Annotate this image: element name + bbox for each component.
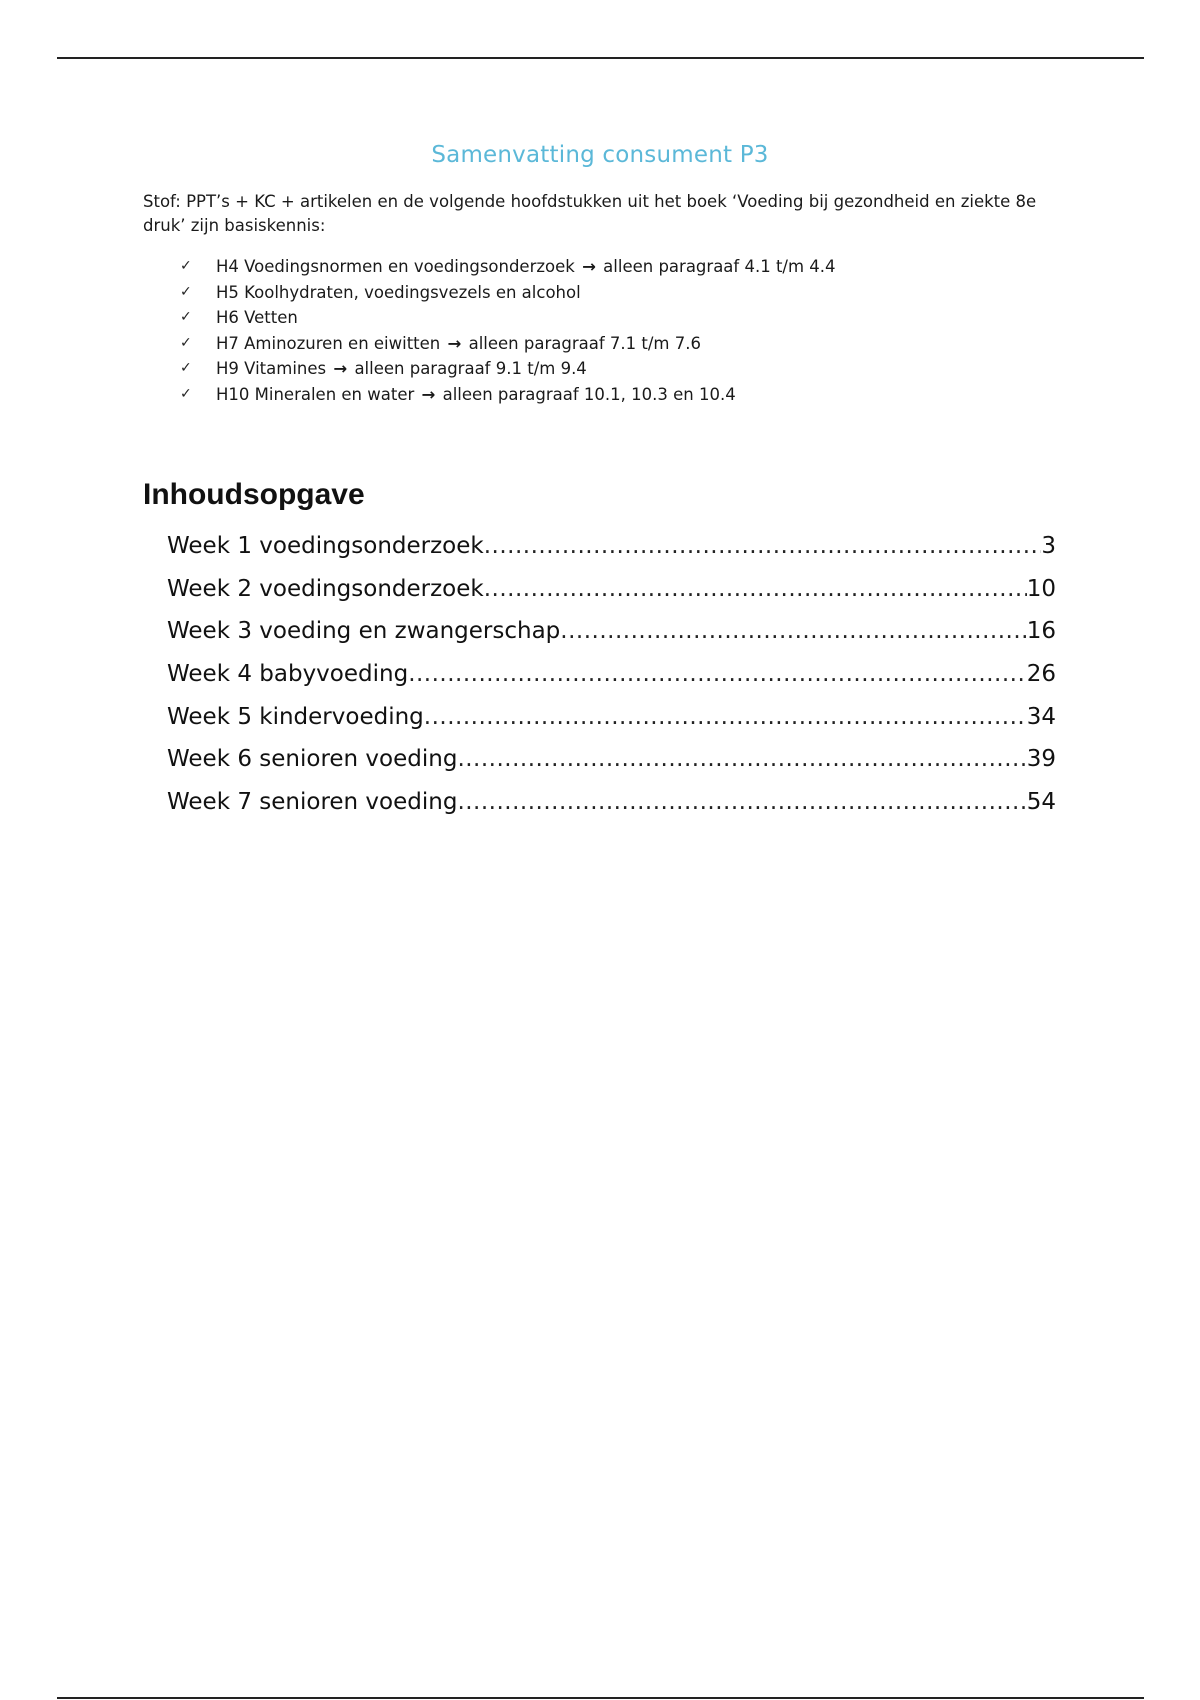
toc-page-number[interactable]: 54 [1026,789,1056,816]
toc-entry-label[interactable]: Week 3 voeding en zwangerschap [167,618,561,645]
checkmark-icon: ✓ [180,283,192,300]
toc-leader [457,786,1026,819]
toc-entry-label[interactable]: Week 7 senioren voeding [167,789,458,816]
table-of-contents [167,530,1056,829]
toc-entry[interactable] [167,786,1056,829]
toc-leader [408,658,1027,691]
toc-entry[interactable] [167,573,1056,616]
chapter-item [178,305,836,331]
arrow-right-icon: → [582,257,596,276]
arrow-right-icon: → [447,333,462,353]
toc-page-number[interactable]: 34 [1026,703,1056,730]
toc-entry[interactable] [167,615,1056,658]
checkmark-icon: ✓ [180,360,192,376]
arrow-right-icon: → [421,384,436,404]
chapter-text: H10 Mineralen en water [216,384,415,404]
toc-entry-label[interactable]: Week 6 senioren voeding [167,746,458,773]
chapter-note: alleen paragraaf 4.1 t/m 4.4 [603,257,836,276]
toc-leader [424,701,1027,734]
toc-leader [484,530,1042,563]
toc-entry[interactable] [167,743,1056,786]
toc-page-number[interactable]: 10 [1026,575,1056,602]
chapter-text: H7 Aminozuren en eiwitten [216,333,441,353]
chapter-item [178,331,836,357]
toc-leader [457,743,1026,776]
chapter-note: alleen paragraaf 10.1, 10.3 en 10.4 [442,384,736,404]
toc-page-number[interactable]: 39 [1026,746,1056,773]
arrow-right-icon: → [333,359,348,378]
toc-entry-label[interactable]: Week 5 kindervoeding [167,703,424,730]
chapter-text: H9 Vitamines [216,359,327,378]
checkmark-icon: ✓ [180,258,192,274]
chapter-text: H5 Koolhydraten, voedingsvezels en alcohol [216,282,581,302]
chapter-text: H6 Vetten [216,308,298,327]
checkmark-icon: ✓ [180,309,192,325]
toc-leader [560,615,1026,648]
footer-rule [57,1697,1144,1699]
toc-page-number[interactable]: 16 [1026,618,1056,645]
header-rule [57,57,1144,59]
intro-paragraph: Stof: PPT’s + KC + artikelen en de volgende hoofdstukken uit het boek ‘Voeding bij gezondheid en ziekte 8e druk’ zijn basiskennis: [143,192,1037,235]
toc-entry-label[interactable]: Week 4 babyvoeding [167,661,409,688]
document-title: Samenvatting consument P3 [431,142,769,168]
checkmark-icon: ✓ [180,385,192,402]
chapter-item [178,280,836,306]
chapter-item [178,382,836,408]
toc-page-number[interactable]: 3 [1041,533,1056,559]
checkmark-icon: ✓ [180,334,192,351]
toc-entry[interactable] [167,701,1056,744]
chapter-text: H4 Voedingsnormen en voedingsonderzoek [216,257,575,276]
toc-entry[interactable] [167,530,1056,573]
toc-entry-label[interactable]: Week 1 voedingsonderzoek [167,533,484,559]
toc-entry[interactable] [167,658,1056,701]
toc-heading: Inhoudsopgave [143,478,365,511]
toc-page-number[interactable]: 26 [1026,661,1056,688]
chapter-note: alleen paragraaf 7.1 t/m 7.6 [468,333,701,353]
toc-leader [484,573,1027,606]
chapter-checklist [178,254,836,407]
chapter-item [178,254,836,280]
chapter-item [178,356,836,382]
toc-entry-label[interactable]: Week 2 voedingsonderzoek [167,575,484,602]
chapter-note: alleen paragraaf 9.1 t/m 9.4 [354,359,587,378]
